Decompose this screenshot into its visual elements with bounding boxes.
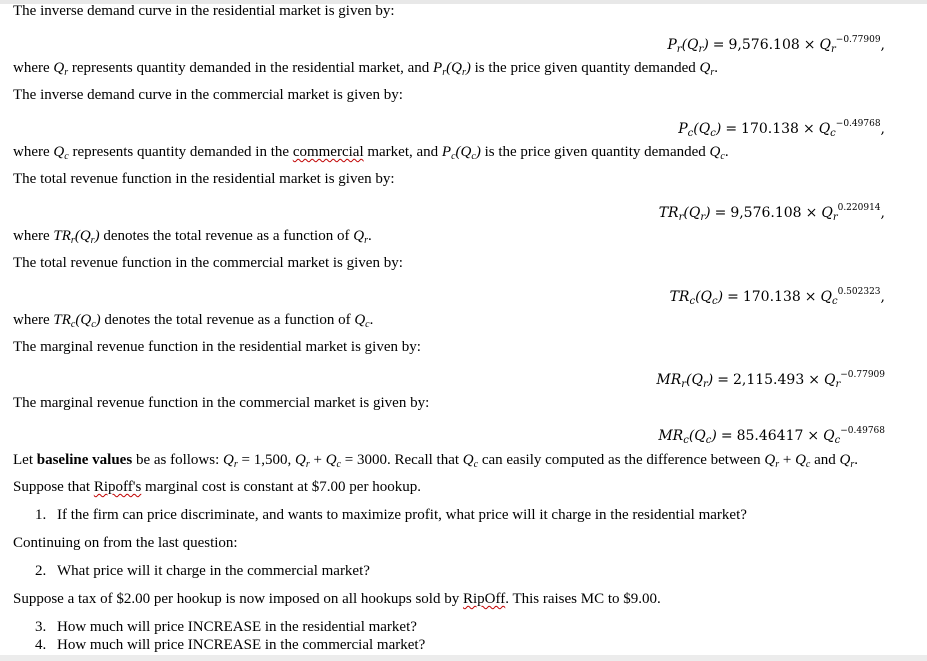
continuing-line: Continuing on from the last question: bbox=[13, 535, 238, 551]
marginal-cost-line: Suppose that Ripoff's marginal cost is constant at $7.00 per hookup. bbox=[13, 479, 421, 495]
question-1: 1. If the firm can price discriminate, and wants to maximize profit, what price will it charge in the residential market? bbox=[35, 507, 747, 523]
question-2: 2. What price will it charge in the commercial market? bbox=[35, 563, 370, 579]
equation-mr-commercial: $MR_c(Q_c) = 85.46417 \times Q_c^{-0.49768}$ bbox=[658, 426, 885, 446]
question-4: 4. How much will price INCREASE in the commercial market? bbox=[35, 637, 426, 653]
intro-mr-commercial: The marginal revenue function in the commercial market is given by: bbox=[13, 395, 430, 411]
where-commercial-demand: where $Q_c$ represents quantity demanded in the commercial market, and $P_c(Q_c)$ is the price given quantity demanded $Q_c$. bbox=[13, 144, 729, 162]
question-3: 3. How much will price INCREASE in the residential market? bbox=[35, 619, 417, 635]
bottom-border bbox=[0, 655, 927, 661]
intro-tr-commercial: The total revenue function in the commercial market is given by: bbox=[13, 255, 403, 271]
tax-line: Suppose a tax of $2.00 per hookup is now imposed on all hookups sold by RipOff. This raises MC to $9.00. bbox=[13, 591, 661, 607]
equation-commercial-demand: $P_c(Q_c) = 170.138 \times Q_c^{-0.49768}$, bbox=[678, 119, 885, 139]
where-tr-commercial: where $TR_c(Q_c)$ denotes the total revenue as a function of $Q_c$. bbox=[13, 312, 374, 330]
intro-mr-residential: The marginal revenue function in the residential market is given by: bbox=[13, 339, 421, 355]
coef: 9,576.108 bbox=[728, 37, 800, 53]
equation-tr-commercial: $TR_c(Q_c) = 170.138 \times Q_c^{0.502323}$, bbox=[669, 287, 885, 307]
equation-tr-residential: $TR_r(Q_r) = 9,576.108 \times Q_r^{0.220914}$, bbox=[658, 203, 885, 223]
exponent: −0.77909 bbox=[835, 35, 881, 45]
intro-commercial-demand: The inverse demand curve in the commercial market is given by: bbox=[13, 87, 403, 103]
intro-tr-residential: The total revenue function in the residential market is given by: bbox=[13, 171, 395, 187]
equation-residential-demand: $P_r(Q_r) = 9,576.108 \times Q_r^{-0.77909}$, bbox=[667, 35, 885, 55]
where-residential-demand: where $Q_r$ represents quantity demanded in the residential market, and $P_r(Q_r)$ is the price given quantity demanded $Q_r$. bbox=[13, 60, 719, 78]
baseline-values: Let baseline values be as follows: $Q_r = 1,500$, $Q_r + Q_c = 3000$. Recall that $Q_c$ can easily computed as the difference between $Q_r + Q_c$ and $Q_r$. bbox=[13, 452, 859, 470]
where-tr-residential: where $TR_r(Q_r)$ denotes the total revenue as a function of $Q_r$. bbox=[13, 228, 372, 246]
equation-mr-residential: $MR_r(Q_r) = 2,115.493 \times Q_r^{-0.77909}$ bbox=[656, 370, 885, 390]
intro-residential-demand: The inverse demand curve in the residential market is given by: bbox=[13, 3, 395, 19]
